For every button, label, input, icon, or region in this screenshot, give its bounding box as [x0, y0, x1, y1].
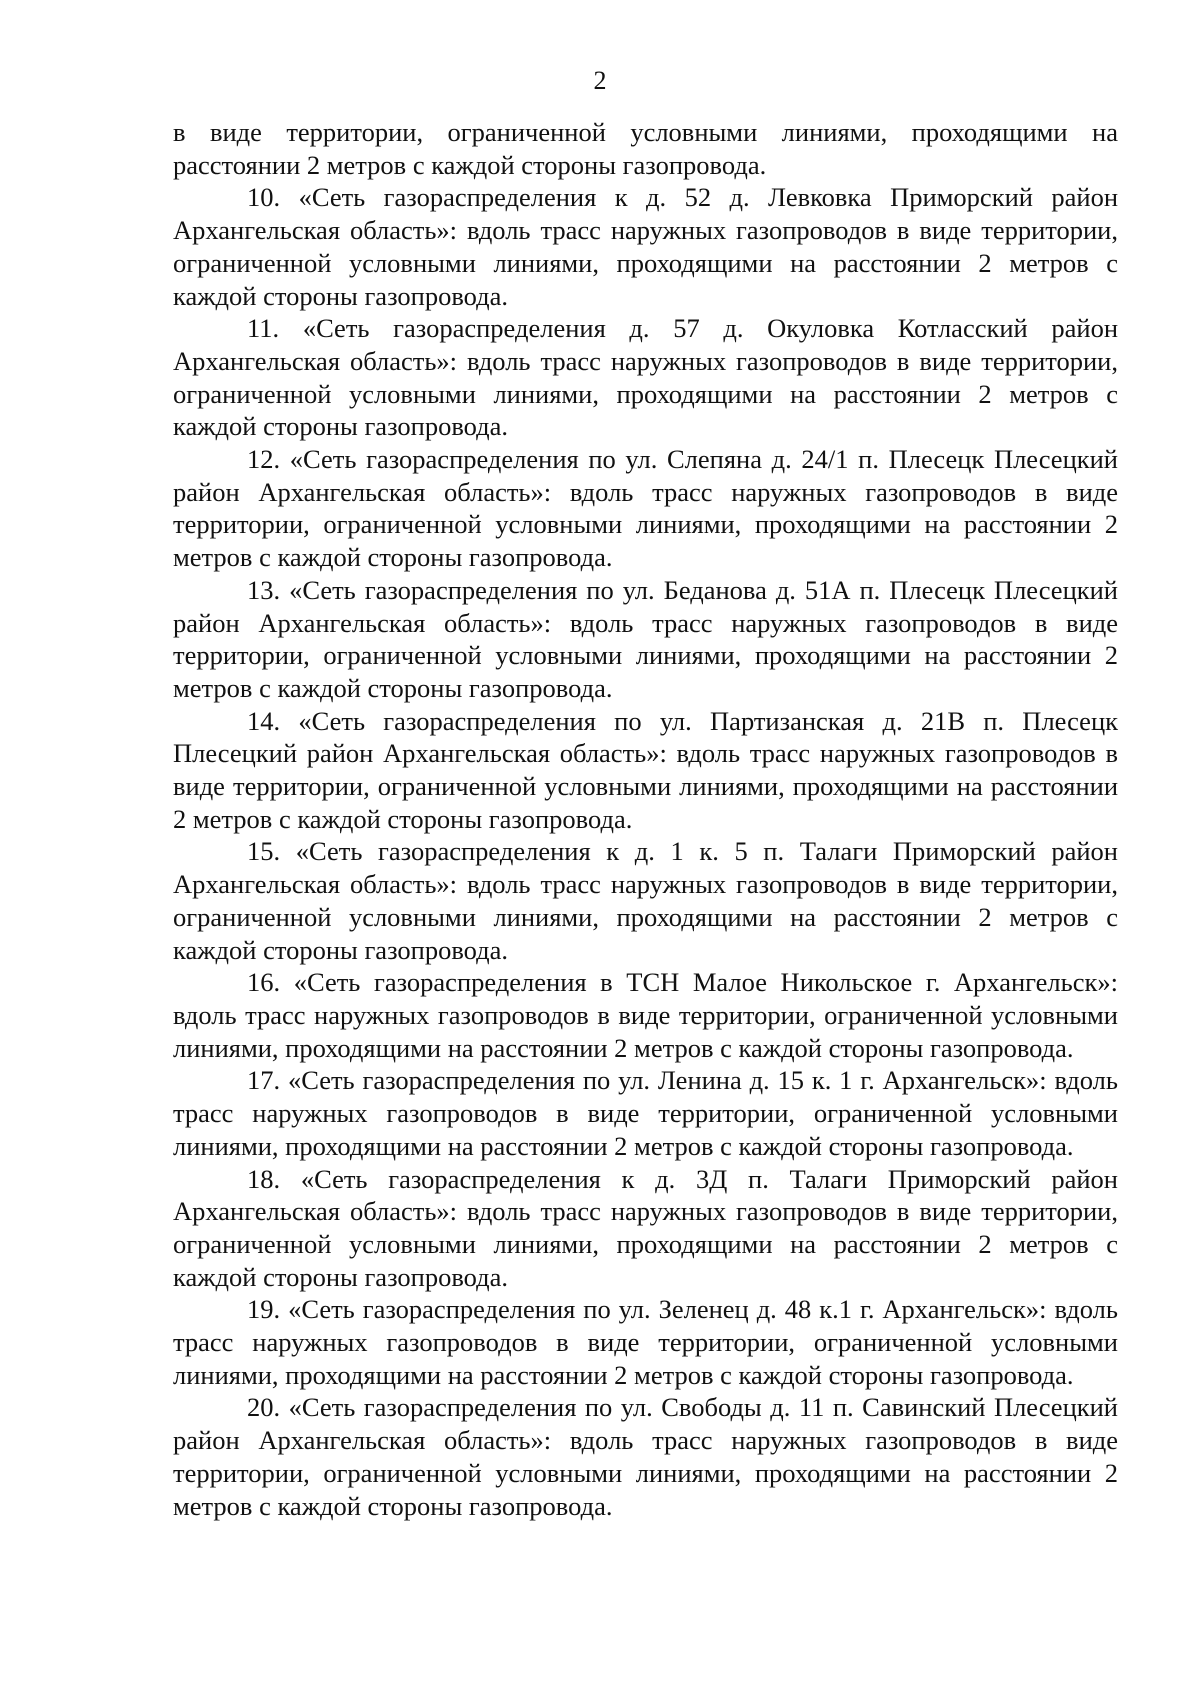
list-item-13: 13. «Сеть газораспределения по ул. Беданова д. 51А п. Плесецк Плесецкий район Архангельская область»: вдоль трасс наружных газопроводов в виде территории, ограниченной условными линиями, проходящими на расстоянии 2 метров с каждой стороны газопровода. — [173, 574, 1118, 703]
document-body — [173, 116, 1118, 1522]
page-number: 2 — [593, 66, 607, 95]
list-item-11: 11. «Сеть газораспределения д. 57 д. Окуловка Котласский район Архангельская область»: вдоль трасс наружных газопроводов в виде территории, ограниченной условными линиями, проходящими на расстоянии 2 метров с каждой стороны газопровода. — [173, 313, 1118, 442]
paragraph-continuation: в виде территории, ограниченной условными линиями, проходящими на расстоянии 2 метров с каждой стороны газопровода. — [173, 117, 1118, 180]
list-item-19: 19. «Сеть газораспределения по ул. Зеленец д. 48 к.1 г. Архангельск»: вдоль трасс наружных газопроводов в виде территории, ограниченной условными линиями, проходящими на расстоянии 2 метров с каждой стороны газопровода. — [173, 1294, 1118, 1390]
list-item-17: 17. «Сеть газораспределения по ул. Ленина д. 15 к. 1 г. Архангельск»: вдоль трасс наружных газопроводов в виде территории, ограниченной условными линиями, проходящими на расстоянии 2 метров с каждой стороны газопровода. — [173, 1065, 1118, 1161]
list-item-10: 10. «Сеть газораспределения к д. 52 д. Левковка Приморский район Архангельская область»: вдоль трасс наружных газопроводов в виде территории, ограниченной условными линиями, проходящими на расстоянии 2 метров с каждой стороны газопровода. — [173, 182, 1118, 311]
list-item-14: 14. «Сеть газораспределения по ул. Партизанская д. 21В п. Плесецк Плесецкий район Архангельская область»: вдоль трасс наружных газопроводов в виде территории, ограниченной условными линиями, проходящими на расстоянии 2 метров с каждой стороны газопровода. — [173, 705, 1118, 834]
list-item-16: 16. «Сеть газораспределения в ТСН Малое Никольское г. Архангельск»: вдоль трасс наружных газопроводов в виде территории, ограниченной условными линиями, проходящими на расстоянии 2 метров с каждой стороны газопровода. — [173, 967, 1118, 1063]
list-item-12: 12. «Сеть газораспределения по ул. Слепяна д. 24/1 п. Плесецк Плесецкий район Архангельская область»: вдоль трасс наружных газопроводов в виде территории, ограниченной условными линиями, проходящими на расстоянии 2 метров с каждой стороны газопровода. — [173, 444, 1118, 573]
list-item-20: 20. «Сеть газораспределения по ул. Свободы д. 11 п. Савинский Плесецкий район Архангельская область»: вдоль трасс наружных газопроводов в виде территории, ограниченной условными линиями, проходящими на расстоянии 2 метров с каждой стороны газопровода. — [173, 1392, 1118, 1521]
list-item-15: 15. «Сеть газораспределения к д. 1 к. 5 п. Талаги Приморский район Архангельская область»: вдоль трасс наружных газопроводов в виде территории, ограниченной условными линиями, проходящими на расстоянии 2 метров с каждой стороны газопровода. — [173, 836, 1118, 965]
list-item-18: 18. «Сеть газораспределения к д. 3Д п. Талаги Приморский район Архангельская область»: вдоль трасс наружных газопроводов в виде территории, ограниченной условными линиями, проходящими на расстоянии 2 метров с каждой стороны газопровода. — [173, 1163, 1118, 1292]
